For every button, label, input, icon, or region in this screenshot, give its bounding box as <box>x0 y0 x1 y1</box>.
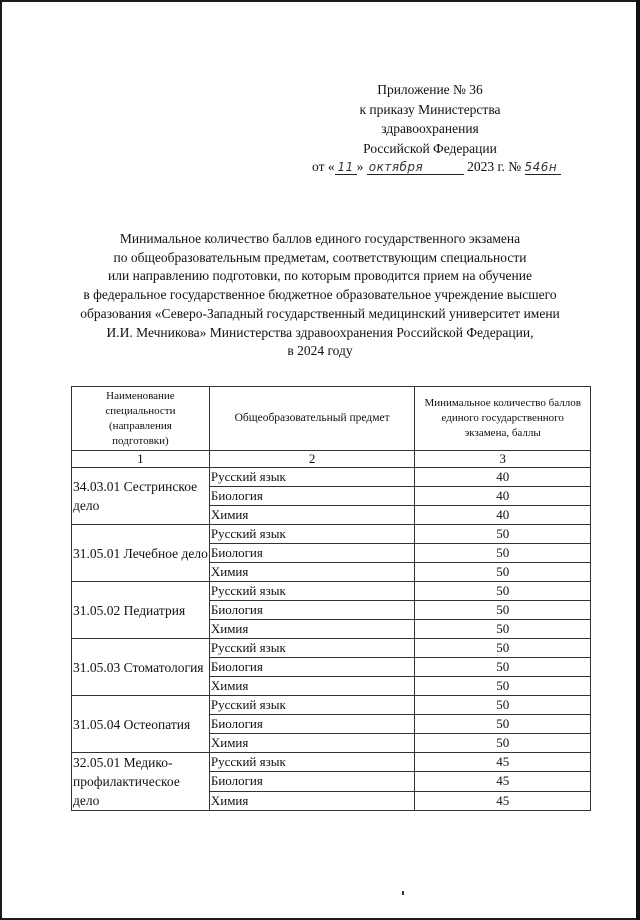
title-line: или направлению подготовки, по которым проводится прием на обучение <box>108 268 532 284</box>
score-cell: 50 <box>415 525 591 544</box>
specialty-cell: 31.05.03 Стоматология <box>72 639 210 696</box>
specialty-cell: 31.05.04 Остеопатия <box>72 696 210 753</box>
subject-cell: Биология <box>209 715 415 734</box>
column-number-row <box>72 451 591 468</box>
subject-cell: Биология <box>209 658 415 677</box>
header-subject: Общеобразовательный предмет <box>209 387 415 451</box>
score-cell: 50 <box>415 715 591 734</box>
specialty-cell: 32.05.01 Медико-профилактическое дело <box>72 753 210 811</box>
subject-cell: Биология <box>209 544 415 563</box>
subject-cell: Русский язык <box>209 639 415 658</box>
date-prefix: от « <box>312 159 335 174</box>
score-cell: 50 <box>415 601 591 620</box>
subject-cell: Химия <box>209 734 415 753</box>
annex-line: здравоохранения <box>381 121 479 136</box>
specialty-cell: 31.05.01 Лечебное дело <box>72 525 210 582</box>
score-cell: 45 <box>415 791 591 810</box>
specialty-cell: 31.05.02 Педиатрия <box>72 582 210 639</box>
title-line: Минимальное количество баллов единого государственного экзамена <box>119 231 521 246</box>
subject-cell: Химия <box>209 677 415 696</box>
subject-cell: Русский язык <box>209 696 415 715</box>
order-date-line <box>300 159 640 175</box>
subject-cell: Химия <box>209 563 415 582</box>
table-row <box>72 582 591 601</box>
score-cell: 50 <box>415 620 591 639</box>
annex-line: Российской Федерации <box>363 140 497 156</box>
header-min-score: Минимальное количество баллов единого государственного экзамена, баллы <box>415 387 591 451</box>
document-title <box>40 230 600 361</box>
header-specialty: Наименование специальности (направления подготовки) <box>72 387 210 451</box>
min-scores-table <box>71 386 591 811</box>
column-number: 3 <box>415 451 591 468</box>
handwritten-day: 11 <box>335 160 357 175</box>
title-line: И.И. Мечникова» Министерства здравоохранения Российской Федерации, <box>106 324 534 340</box>
annex-header <box>300 80 560 158</box>
table-header-row <box>72 387 591 451</box>
table-row <box>72 525 591 544</box>
score-cell: 50 <box>415 563 591 582</box>
date-quote-close: » <box>356 159 364 174</box>
scan-speck <box>402 891 404 895</box>
subject-cell: Химия <box>209 506 415 525</box>
title-line: по общеобразовательным предметам, соответствующим специальности <box>113 249 527 265</box>
date-year: 2023 г. № <box>467 159 522 174</box>
score-cell: 45 <box>415 772 591 791</box>
score-cell: 50 <box>415 544 591 563</box>
handwritten-order-number: 546н <box>525 160 561 175</box>
scan-edge-top <box>0 0 640 2</box>
column-number: 2 <box>209 451 415 468</box>
subject-cell: Химия <box>209 620 415 639</box>
score-cell: 50 <box>415 696 591 715</box>
scan-edge-left <box>0 0 2 920</box>
subject-cell: Биология <box>209 772 415 791</box>
column-number: 1 <box>72 451 210 468</box>
title-line: образования «Северо-Западный государственный медицинский университет имени <box>80 305 560 321</box>
score-cell: 50 <box>415 639 591 658</box>
table-row <box>72 753 591 772</box>
annex-line: к приказу Министерства <box>359 101 501 117</box>
annex-line: Приложение № 36 <box>377 82 483 97</box>
score-cell: 50 <box>415 677 591 696</box>
table-row <box>72 639 591 658</box>
scan-edge-right <box>636 0 640 920</box>
score-cell: 40 <box>415 506 591 525</box>
subject-cell: Биология <box>209 601 415 620</box>
specialty-cell: 34.03.01 Сестринское дело <box>72 468 210 525</box>
score-cell: 45 <box>415 753 591 772</box>
subject-cell: Русский язык <box>209 468 415 487</box>
score-cell: 50 <box>415 658 591 677</box>
score-cell: 50 <box>415 734 591 753</box>
subject-cell: Русский язык <box>209 525 415 544</box>
subject-cell: Биология <box>209 487 415 506</box>
subject-cell: Русский язык <box>209 582 415 601</box>
score-cell: 50 <box>415 582 591 601</box>
score-cell: 40 <box>415 487 591 506</box>
title-line: в федеральное государственное бюджетное образовательное учреждение высшего <box>83 287 557 303</box>
handwritten-month: октября <box>367 160 464 175</box>
subject-cell: Русский язык <box>209 753 415 772</box>
subject-cell: Химия <box>209 791 415 810</box>
table-row <box>72 696 591 715</box>
title-line: в 2024 году <box>287 343 353 359</box>
table-row <box>72 468 591 487</box>
score-cell: 40 <box>415 468 591 487</box>
